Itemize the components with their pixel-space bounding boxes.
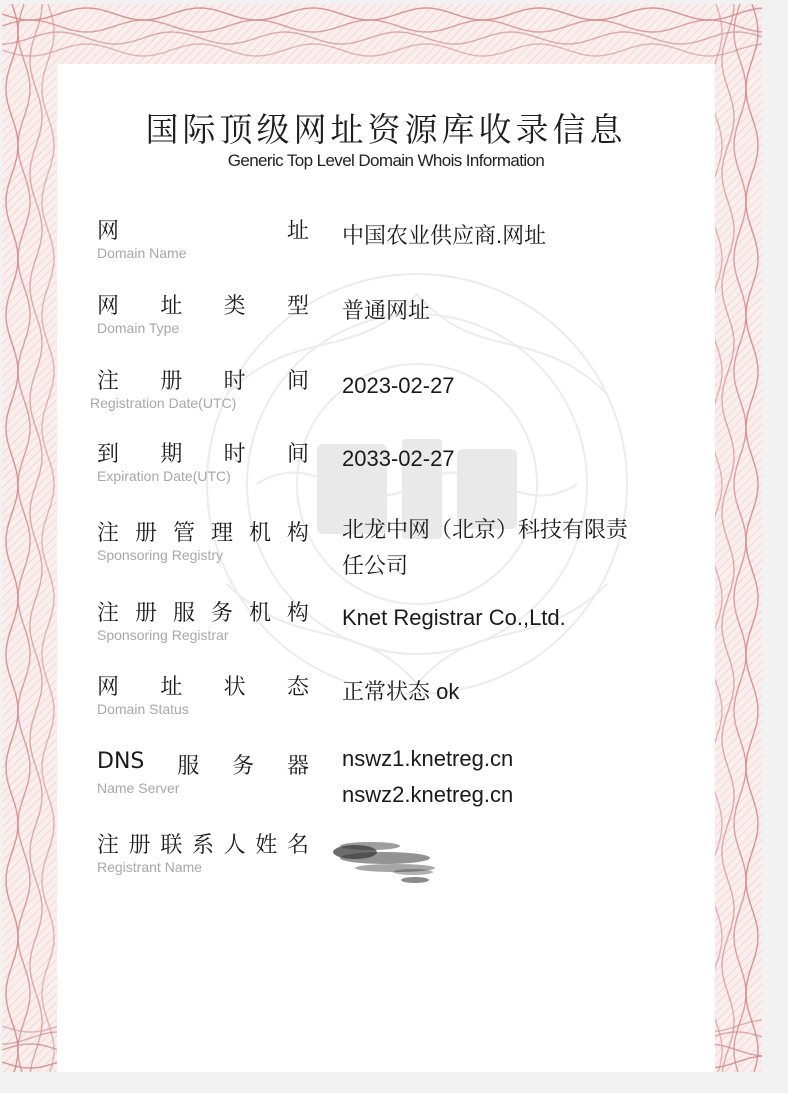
- certificate-sheet: [2, 4, 762, 1072]
- label-registrant-name: 注 册 联 系 人 姓 名: [97, 833, 309, 858]
- label-name-server-en: Name Server: [97, 780, 180, 796]
- value-registration-date: 2023-02-27: [342, 373, 455, 398]
- label-registration-date-en: Registration Date(UTC): [90, 395, 237, 411]
- label-domain-type: 网 址 类 型: [97, 294, 309, 319]
- label-expiration-date: 到 期 时 间: [97, 442, 309, 467]
- certificate-title: 国际顶级网址资源库收录信息: [145, 110, 627, 149]
- value-domain-status: 正常状态 ok: [342, 679, 460, 704]
- label-domain-name-en: Domain Name: [97, 245, 187, 261]
- label-domain-status-en: Domain Status: [97, 701, 189, 717]
- value-domain-name: 中国农业供应商.网址: [342, 223, 547, 248]
- label-sponsoring-registrar: 注 册 服 务 机 构: [97, 601, 309, 626]
- value-sponsoring-registrar: Knet Registrar Co.,Ltd.: [342, 605, 566, 630]
- label-registration-date: 注 册 时 间: [97, 369, 309, 394]
- value-name-server-line-2: nswz2.knetreg.cn: [342, 782, 514, 807]
- value-sponsoring-registry: [342, 512, 687, 584]
- value-sponsoring-registry-line-1: 北龙中网（北京）科技有限责: [342, 517, 629, 542]
- value-expiration-date: 2033-02-27: [342, 446, 455, 471]
- value-sponsoring-registry-line-2: 任公司: [342, 553, 409, 578]
- certificate-body: [57, 64, 715, 1072]
- redacted-registrant-name: [325, 830, 445, 890]
- value-domain-type: 普通网址: [342, 298, 431, 323]
- value-name-server: [342, 741, 687, 813]
- value-name-server-line-1: nswz1.knetreg.cn: [342, 746, 514, 771]
- label-domain-status: 网 址 状 态: [97, 675, 309, 700]
- label-registrant-name-en: Registrant Name: [97, 859, 203, 875]
- label-domain-type-en: Domain Type: [97, 320, 180, 336]
- label-sponsoring-registrar-en: Sponsoring Registrar: [97, 627, 229, 643]
- label-expiration-date-en: Expiration Date(UTC): [97, 468, 231, 484]
- certificate-subtitle: Generic Top Level Domain Whois Information: [227, 151, 545, 170]
- label-domain-name: 网 址: [97, 219, 309, 244]
- label-sponsoring-registry-en: Sponsoring Registry: [97, 547, 224, 563]
- label-name-server: DNS 服 务 器: [97, 749, 309, 779]
- label-sponsoring-registry: 注 册 管 理 机 构: [97, 521, 309, 546]
